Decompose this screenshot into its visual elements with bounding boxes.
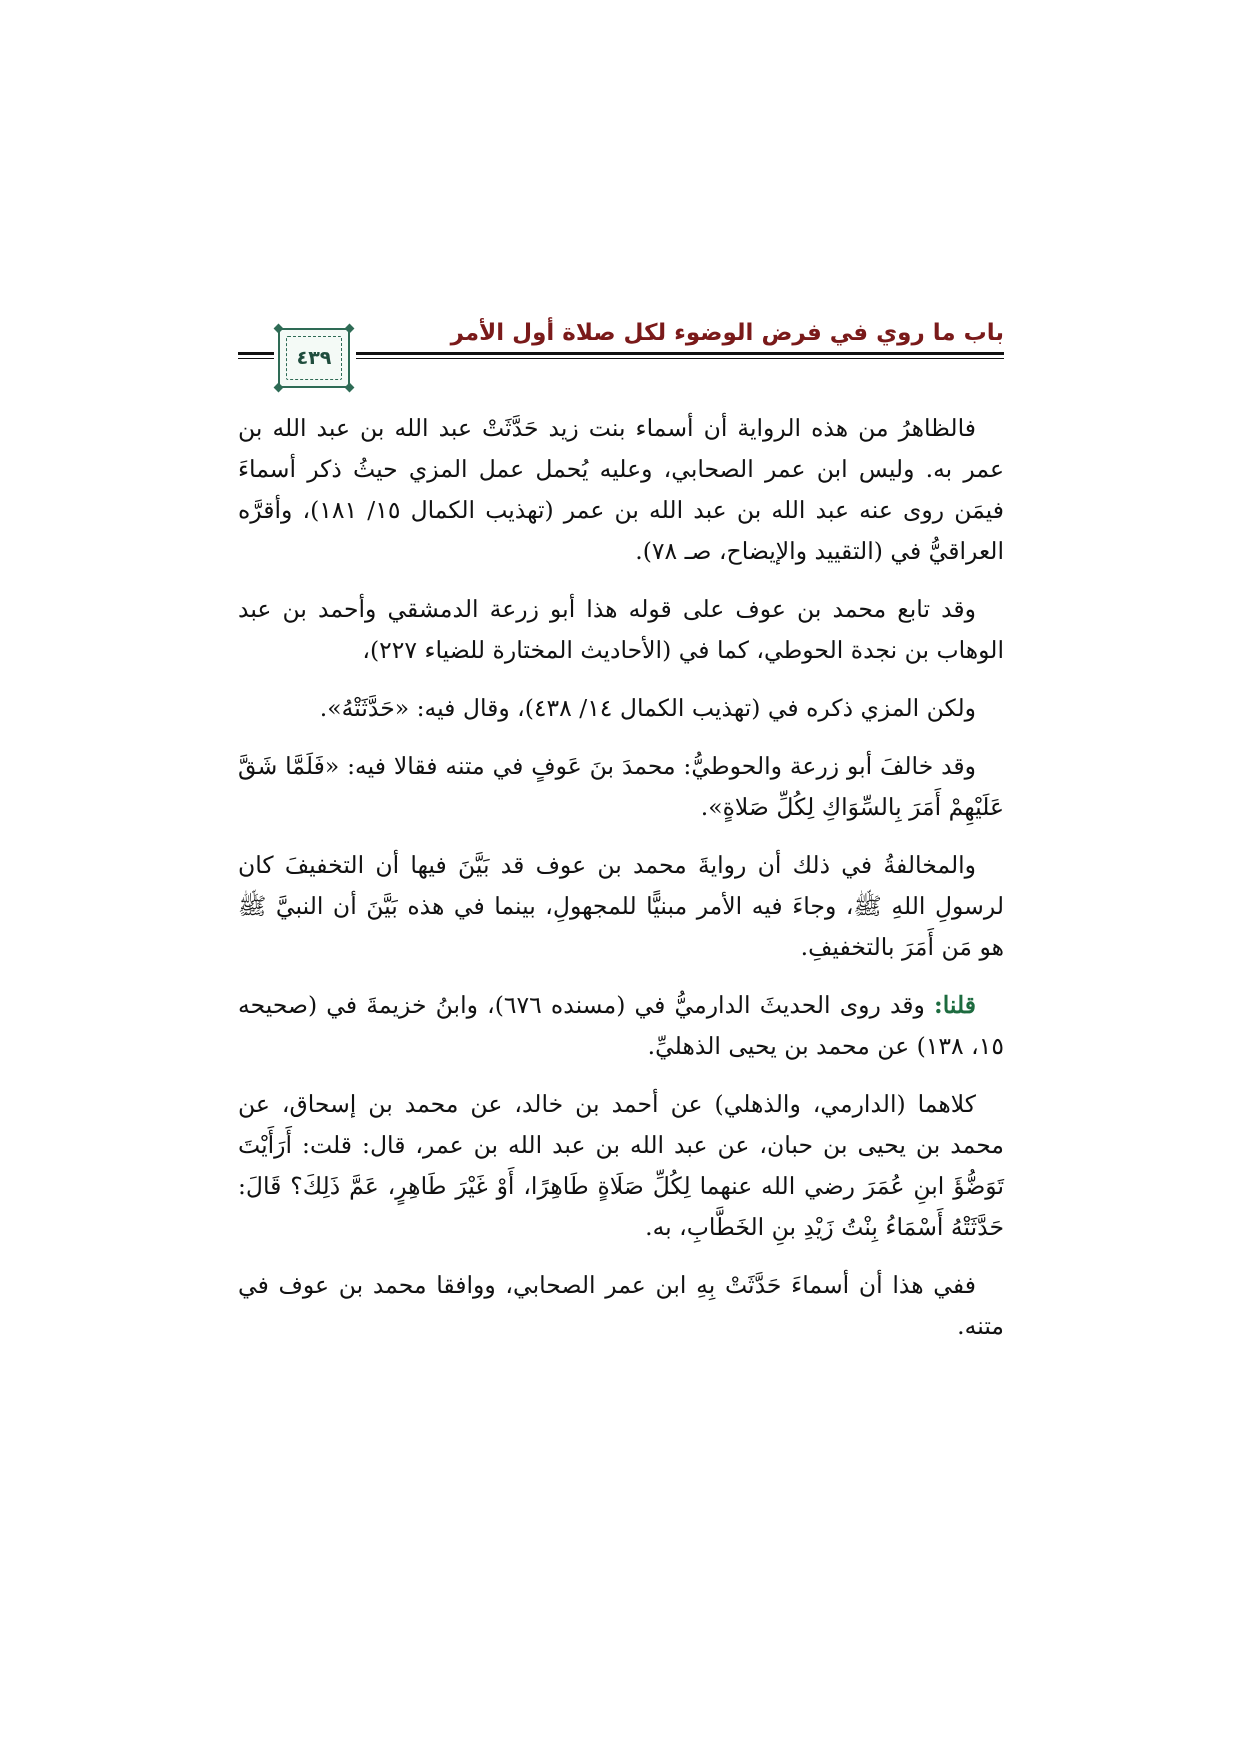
paragraph-text: وقد روى الحديثَ الدارميُّ في (مسنده ٦٧٦)، وابنُ خزيمةَ في (صحيحه ١٥، ١٣٨) عن محمد بن يحيى الذهليِّ. [238, 991, 1004, 1060]
paragraph: والمخالفةُ في ذلك أن روايةَ محمد بن عوف قد بَيَّنَ فيها أن التخفيفَ كان لرسولِ اللهِ ﷺ، وجاءَ فيه الأمر مبنيًّا للمجهولِ، بينما في هذه بَيَّنَ أن النبيَّ ﷺ هو مَن أَمَرَ بالتخفيفِ. [238, 851, 1004, 961]
header-rule-thick [356, 352, 1004, 355]
paragraph: وقد خالفَ أبو زرعة والحوطيُّ: محمدَ بنَ عَوفٍ في متنه فقالا فيه: «فَلَمَّا شَقَّ عَلَيْهِمْ أَمَرَ بِالسِّوَاكِ لِكُلِّ صَلاةٍ». [238, 752, 1004, 821]
page-header [238, 312, 1004, 392]
paragraph: ولكن المزي ذكره في (تهذيب الكمال ١٤/ ٤٣٨)، وقال فيه: «حَدَّثَتْهُ». [319, 694, 976, 722]
chapter-title: باب ما روي في فرض الوضوء لكل صلاة أول الأمر [450, 320, 1004, 346]
body-text [238, 408, 1004, 1364]
badge-ornament-icon [274, 383, 284, 393]
badge-ornament-icon [345, 324, 355, 334]
header-rule-left-thick [238, 352, 274, 355]
paragraph: ففي هذا أن أسماءَ حَدَّثَتْ بِهِ ابن عمر الصحابي، ووافقا محمد بن عوف في متنه. [238, 1271, 1004, 1340]
paragraph-lead: قلنا: [934, 991, 976, 1019]
paragraph: كلاهما (الدارمي، والذهلي) عن أحمد بن خالد، عن محمد بن إسحاق، عن محمد بن يحيى بن حبان، عن عبد الله بن عبد الله بن عمر، قال: قلت: أَرَأَيْتَ تَوَضُّؤَ ابنِ عُمَرَ رضي الله عنهما لِكُلِّ صَلَاةٍ طَاهِرًا، أَوْ غَيْرَ طَاهِرٍ، عَمَّ ذَلِكَ؟ قَالَ: حَدَّثَتْهُ أَسْمَاءُ بِنْتُ زَيْدِ بنِ الخَطَّابِ، به. [238, 1090, 1004, 1241]
page-number-badge [278, 328, 350, 388]
paragraph [238, 985, 1004, 1067]
badge-ornament-icon [345, 383, 355, 393]
paragraph: فالظاهرُ من هذه الرواية أن أسماء بنت زيد حَدَّثَتْ عبد الله بن عبد الله بن عمر به. وليس ابن عمر الصحابي، وعليه يُحمل عمل المزي حيثُ ذكر أسماءَ فيمَن روى عنه عبد الله بن عبد الله بن عمر (تهذيب الكمال ١٥/ ١٨١)، وأقرَّه العراقيُّ في (التقييد والإيضاح، صـ ٧٨). [238, 414, 1004, 565]
page-number: ٤٣٩ [286, 336, 342, 380]
header-rule-left-thin [238, 358, 274, 359]
badge-ornament-icon [274, 324, 284, 334]
header-rule-thin [356, 358, 1004, 359]
paragraph: وقد تابع محمد بن عوف على قوله هذا أبو زرعة الدمشقي وأحمد بن عبد الوهاب بن نجدة الحوطي، كما في (الأحاديث المختارة للضياء ٢٢٧)، [238, 595, 1004, 664]
